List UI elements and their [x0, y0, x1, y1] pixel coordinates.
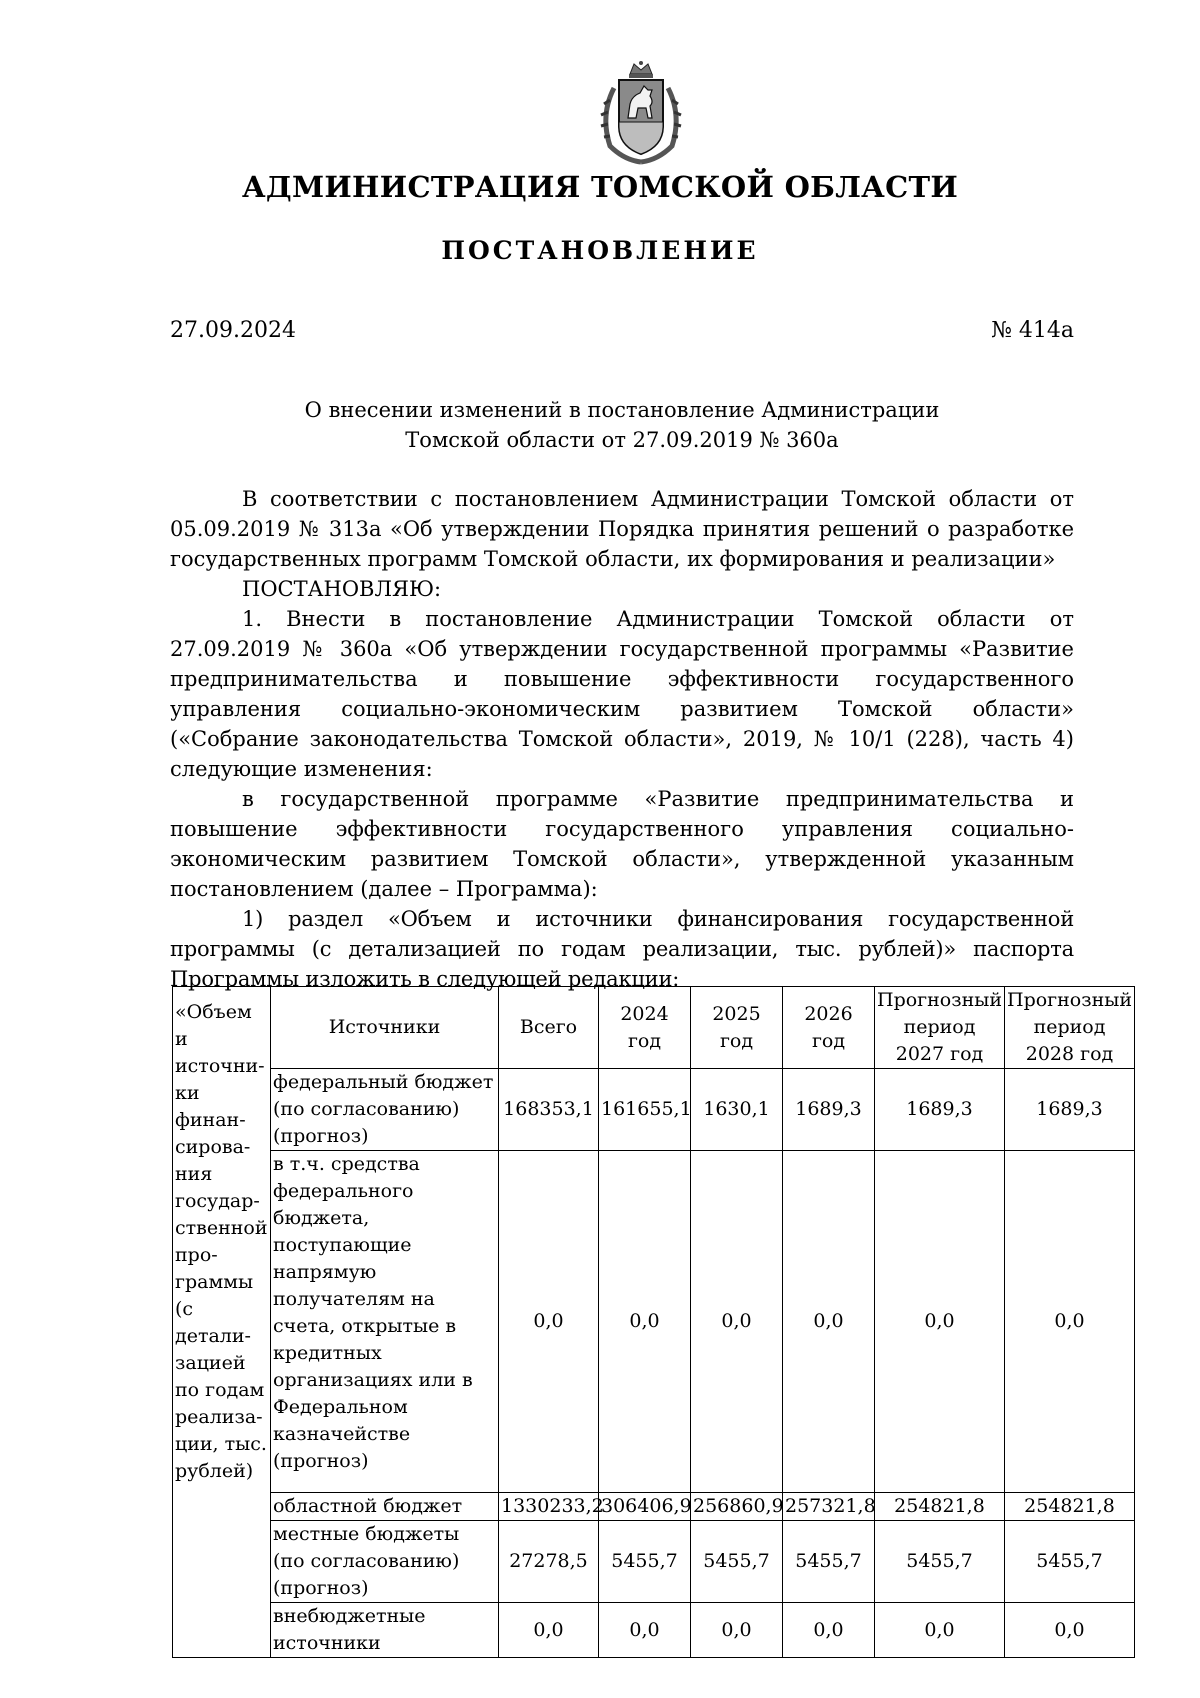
value-cell: 0,0 — [691, 1151, 783, 1493]
value-cell: 1330233,2 — [499, 1493, 599, 1521]
value-cell: 1630,1 — [691, 1069, 783, 1151]
document-date: 27.09.2024 — [170, 318, 296, 343]
value-cell: 5455,7 — [875, 1521, 1005, 1603]
header-cell: 2024 год — [599, 987, 691, 1069]
value-cell: 27278,5 — [499, 1521, 599, 1603]
header-cell: Источники — [271, 987, 499, 1069]
org-title: АДМИНИСТРАЦИЯ ТОМСКОЙ ОБЛАСТИ — [241, 170, 959, 204]
table-row — [173, 1521, 1135, 1603]
value-cell: 0,0 — [599, 1603, 691, 1658]
document-type: ПОСТАНОВЛЕНИЕ — [441, 236, 759, 265]
value-cell: 0,0 — [875, 1151, 1005, 1493]
value-cell: 1689,3 — [1005, 1069, 1135, 1151]
header-cell: Всего — [499, 987, 599, 1069]
paragraph-subitem-1: 1) раздел «Объем и источники финансирования государственной программы (с детализацией по годам реализации, тыс. рублей)» паспорта Программы изложить в следующей редакции: — [170, 907, 1074, 991]
table-row — [173, 1069, 1135, 1151]
value-cell: 5455,7 — [1005, 1521, 1135, 1603]
tomsk-oblast-coat-of-arms-icon — [596, 60, 686, 166]
financing-table — [172, 986, 1135, 1658]
paragraph-item-1: 1. Внести в постановление Администрации Томской области от 27.09.2019 № 360а «Об утверждении государственной программы «Развитие предпринимательства и повышение эффективности государственного управления социально-экономическим развитием Томской области» («Собрание законодательства Томской области», 2019, № 10/1 (228), часть 4) следующие изменения: — [170, 607, 1074, 781]
value-cell: 161655,1 — [599, 1069, 691, 1151]
subject-line-2: Томской области от 27.09.2019 № 360а — [405, 428, 839, 452]
table-row — [173, 1493, 1135, 1521]
table-header-row — [173, 987, 1135, 1069]
document-number: № 414а — [991, 318, 1074, 343]
source-cell: в т.ч. средства федерального бюджета, поступающие напрямую получателям на счета, открытые в кредитных организациях или в Федеральном казначействе (прогноз) — [271, 1151, 499, 1493]
table-row — [173, 1151, 1135, 1493]
value-cell: 0,0 — [1005, 1151, 1135, 1493]
source-cell: внебюджетные источники — [271, 1603, 499, 1658]
value-cell: 1689,3 — [783, 1069, 875, 1151]
value-cell: 306406,9 — [599, 1493, 691, 1521]
value-cell: 0,0 — [783, 1603, 875, 1658]
value-cell: 5455,7 — [599, 1521, 691, 1603]
header-cell: 2025 год — [691, 987, 783, 1069]
value-cell: 257321,8 — [783, 1493, 875, 1521]
value-cell: 0,0 — [783, 1151, 875, 1493]
value-cell: 254821,8 — [1005, 1493, 1135, 1521]
source-cell: областной бюджет — [271, 1493, 499, 1521]
value-cell: 0,0 — [1005, 1603, 1135, 1658]
paragraph-program: в государственной программе «Развитие предпринимательства и повышение эффективности государственного управления социально-экономическим развитием Томской области», утвержденной указанным постановлением (далее – Программа): — [170, 787, 1074, 901]
value-cell: 0,0 — [875, 1603, 1005, 1658]
paragraph-basis: В соответствии с постановлением Администрации Томской области от 05.09.2019 № 313а «Об утверждении Порядка принятия решений о разработке государственных программ Томской области, их формирования и реализации» — [170, 487, 1074, 571]
subject-line-1: О внесении изменений в постановление Администрации — [304, 398, 940, 422]
document-body — [170, 484, 1074, 994]
value-cell: 5455,7 — [691, 1521, 783, 1603]
value-cell: 0,0 — [599, 1151, 691, 1493]
header-cell: Прогнозный период 2028 год — [1005, 987, 1135, 1069]
header-cell: Прогнозный период 2027 год — [875, 987, 1005, 1069]
source-cell: местные бюджеты (по согласованию) (прогноз) — [271, 1521, 499, 1603]
value-cell: 0,0 — [691, 1603, 783, 1658]
value-cell: 168353,1 — [499, 1069, 599, 1151]
header-cell: 2026 год — [783, 987, 875, 1069]
value-cell: 0,0 — [499, 1151, 599, 1493]
value-cell: 256860,9 — [691, 1493, 783, 1521]
document-subject — [170, 395, 1074, 455]
paragraph-resolve: ПОСТАНОВЛЯЮ: — [242, 577, 442, 601]
row-label-cell: «Объем и источни-ки финан-сирова-ния государ-ственной про-граммы (с детали-зацией по годам реализа-ции, тыс. рублей) — [173, 987, 271, 1658]
value-cell: 5455,7 — [783, 1521, 875, 1603]
table-row — [173, 1603, 1135, 1658]
value-cell: 1689,3 — [875, 1069, 1005, 1151]
value-cell: 0,0 — [499, 1603, 599, 1658]
source-cell: федеральный бюджет (по согласованию) (прогноз) — [271, 1069, 499, 1151]
value-cell: 254821,8 — [875, 1493, 1005, 1521]
